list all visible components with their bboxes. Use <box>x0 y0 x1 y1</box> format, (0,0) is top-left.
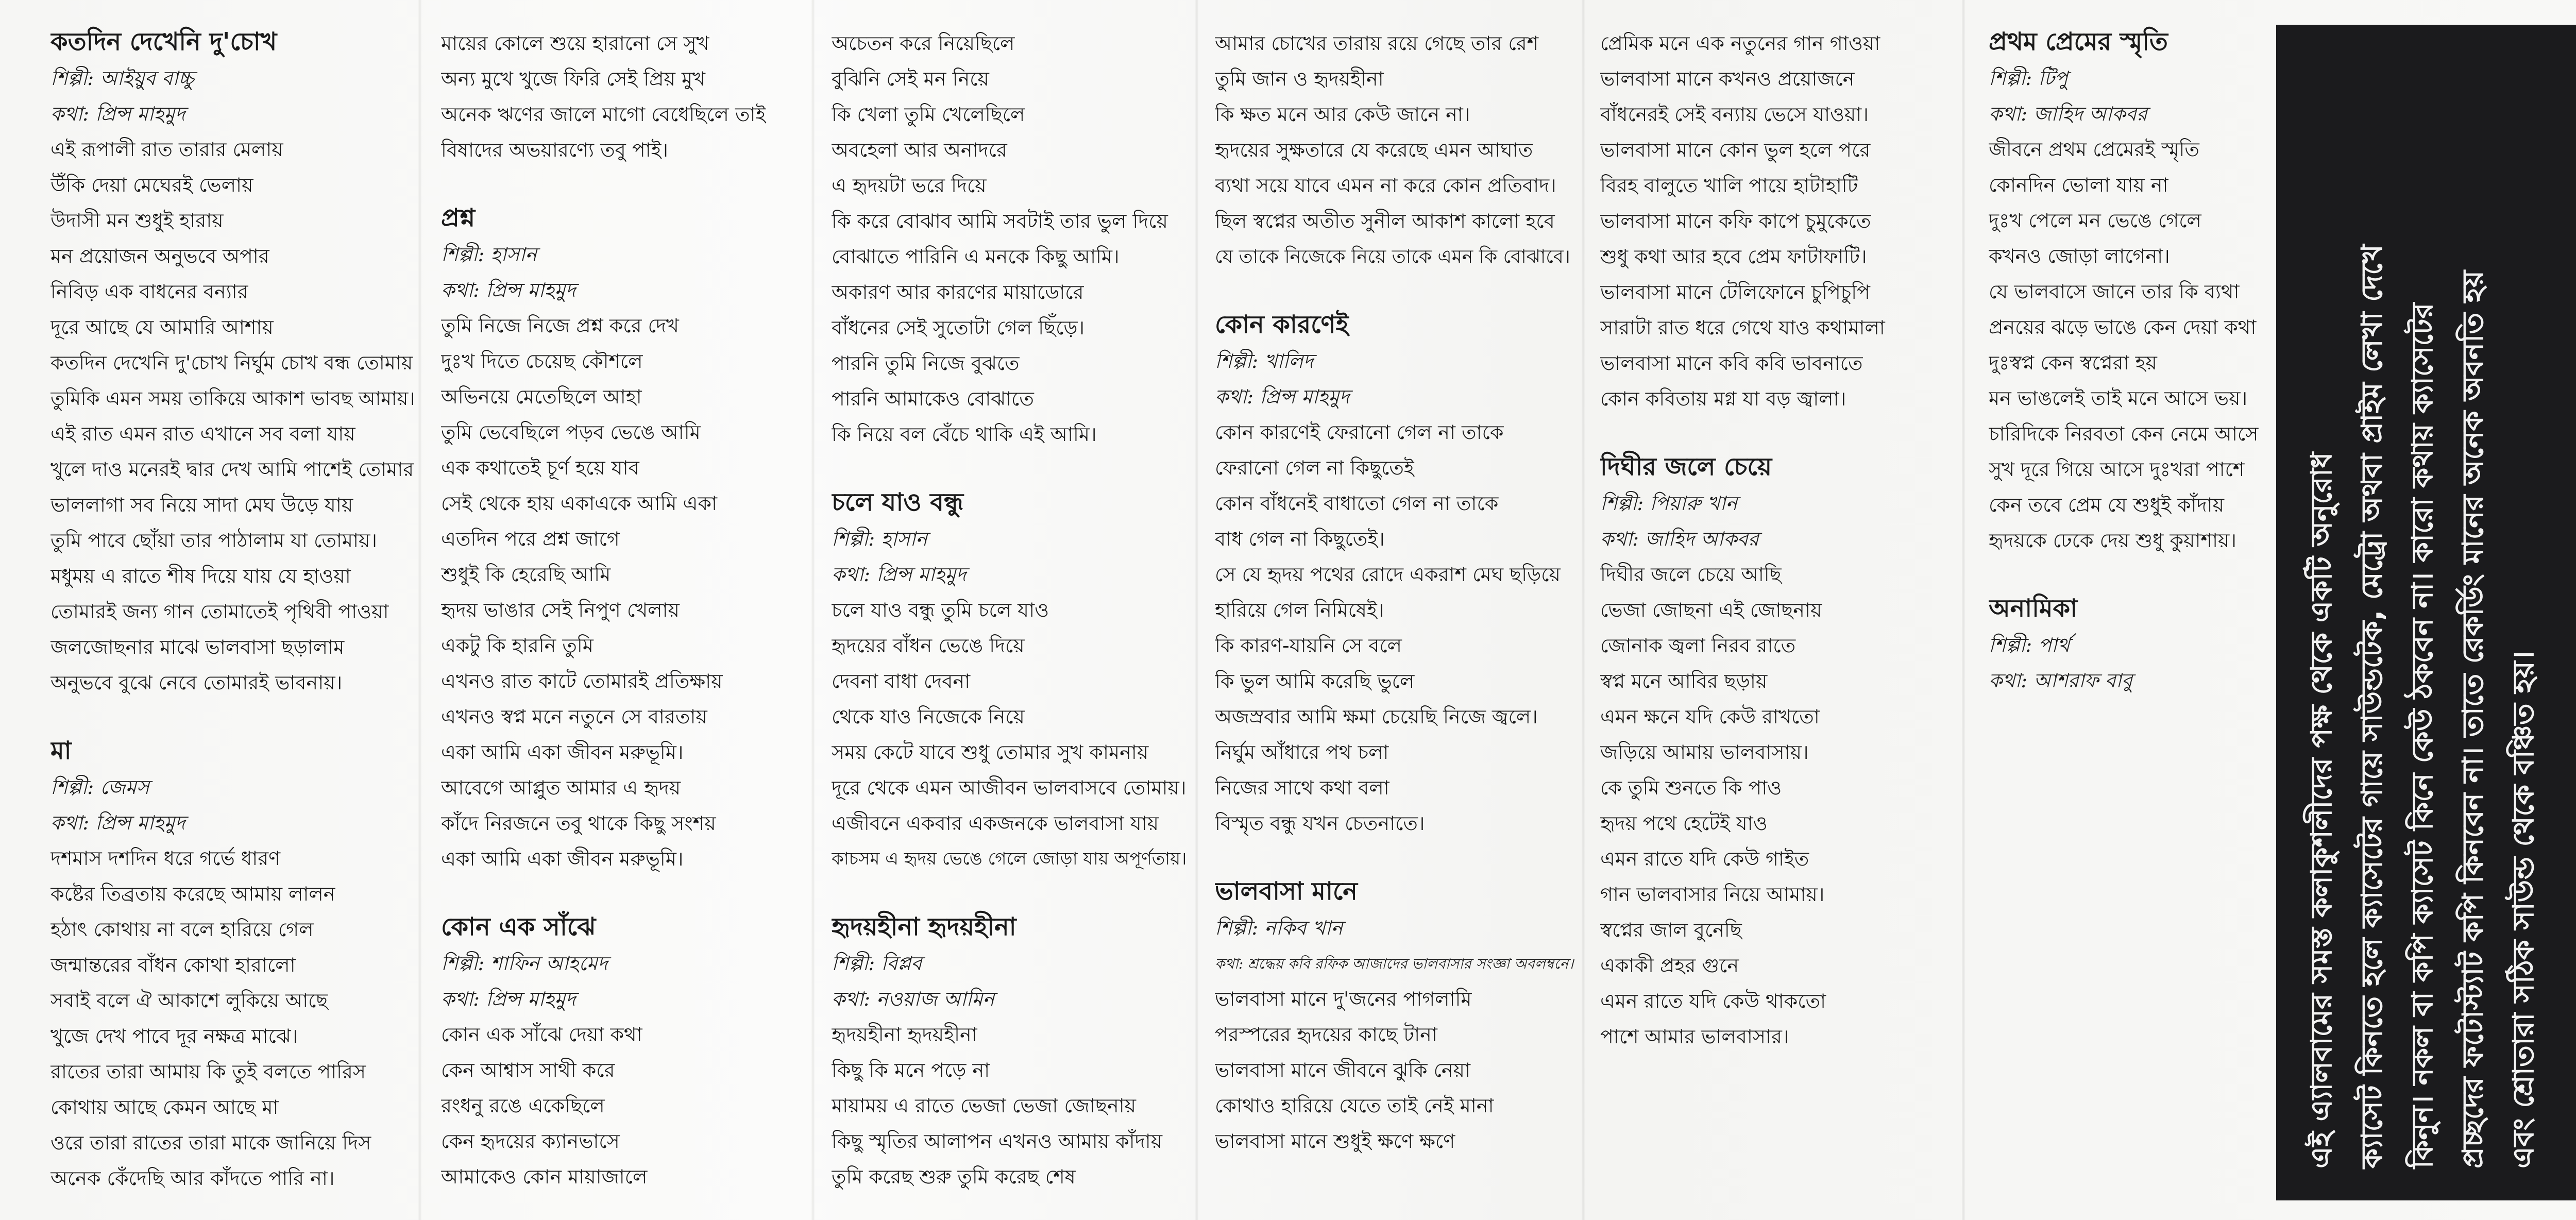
lyric-line: হৃদয় পথে হেটেই যাও <box>1600 812 1768 835</box>
lyric-line: ভাললাগা সব নিয়ে সাদা মেঘ উড়ে যায় <box>50 494 353 516</box>
lyric-line: মন প্রয়োজন অনুভবে অপার <box>50 245 269 267</box>
lyric-line: এমন ক্ষনে যদি কেউ রাখতো <box>1600 705 1820 728</box>
lyric-line: হৃদয়ের বাঁধন ভেঙে দিয়ে <box>832 634 1025 657</box>
notice-line: ক্যাসেট কিনতে হলে ক্যাসেটের গায়ে সাউন্ডটেক, মেট্রো অথবা প্রাইম লেখা দেখে <box>2355 244 2389 1168</box>
song-lyricist-credit: কথা: শ্রদ্ধেয় কবি রফিক আজাদের ভালবাসার সংজ্ঞা অবলম্বনে। <box>1215 955 1574 972</box>
lyric-line: ভালবাসা মানে টেলিফোনে চুপিচুপি <box>1600 281 1870 303</box>
notice-line: এবং শ্রোতারা সঠিক সাউন্ড থেকে বঞ্চিত হয়। <box>2507 651 2540 1168</box>
lyric-line: কোন এক সাঁঝে দেয়া কথা <box>441 1023 642 1046</box>
lyric-line: খুলে দাও মনেরই দ্বার দেখ আমি পাশেই তোমার <box>50 458 414 481</box>
lyric-line: একাকী প্রহর গুনে <box>1600 954 1739 977</box>
lyric-line: ভালবাসা মানে কবি কবি ভাবনাতে <box>1600 352 1863 375</box>
song-lyricist-credit: কথা: আশরাফ বাবু <box>1989 669 2132 692</box>
lyric-line: বোঝাতে পারিনি এ মনকে কিছু আমি। <box>832 245 1120 268</box>
anti-piracy-notice-panel <box>2276 25 2576 1200</box>
lyric-line: ব্যথা সয়ে যাবে এমন না করে কোন প্রতিবাদ। <box>1215 174 1556 197</box>
lyric-line: এই রাত এমন রাত এখানে সব বলা যায় <box>50 422 355 445</box>
lyric-line: কষ্টের তিব্রতায় করেছে আমায় লালন <box>50 883 335 905</box>
song-artist-credit: শিল্পী: পার্থ <box>1989 634 2070 656</box>
lyrics-column-5 <box>1600 26 1961 1211</box>
lyric-line: বিষাদের অভয়ারণ্যে তবু পাই। <box>441 139 668 161</box>
song-lyricist-credit: কথা: প্রিন্স মাহমুদ <box>50 103 185 125</box>
lyric-line: অকারণ আর কারণের মায়াডোরে <box>832 281 1084 303</box>
notice-line: প্রচ্ছদের ফটোস্ট্যাট কপি কিনবেন না। তাতে রেকর্ডিং মানের অনেক অবনতি হয় <box>2456 270 2490 1168</box>
lyric-line: কোন কারণেই ফেরানো গেল না তাকে <box>1215 421 1504 444</box>
fold-line <box>811 0 815 1220</box>
lyric-line: ভালবাসা মানে কখনও প্রয়োজনে <box>1600 67 1855 90</box>
fold-line <box>418 0 421 1220</box>
lyric-line: থেকে যাও নিজেকে নিয়ে <box>832 705 1025 728</box>
lyric-line: ছিল স্বপ্নের অতীত সুনীল আকাশ কালো হবে <box>1215 210 1555 232</box>
song-artist-credit: শিল্পী: হাসান <box>441 243 537 266</box>
song-continuation <box>1215 26 1578 275</box>
lyrics-column-2 <box>441 26 808 1211</box>
lyric-line: কেন তবে প্রেম যে শুধুই কাঁদায় <box>1989 494 2224 516</box>
song-continuation <box>1600 26 1961 417</box>
song-continuation <box>832 26 1195 452</box>
lyric-line: কেন হৃদয়ের ক্যানভাসে <box>441 1130 620 1153</box>
lyric-line: এতদিন পরে প্রশ্ন জাগে <box>441 528 620 550</box>
lyric-line: এখনও স্বপ্ন মনে নতুনে সে বারতায় <box>441 705 707 728</box>
lyric-line: এই রূপালী রাত তারার মেলায় <box>50 138 283 161</box>
lyric-line: তুমি করেছ শুরু তুমি করেছ শেষ <box>832 1165 1076 1188</box>
lyric-line: কোন বাঁধনেই বাধাতো গেল না তাকে <box>1215 492 1499 515</box>
lyric-line: একটু কি হারনি তুমি <box>441 634 594 657</box>
lyric-line: জলজোছনার মাঝে ভালবাসা ছড়ালাম <box>50 636 345 658</box>
lyric-line: হৃদয়হীনা হৃদয়হীনা <box>832 1023 977 1046</box>
song-block <box>50 26 416 701</box>
lyric-line: উদাসী মন শুধুই হারায় <box>50 209 224 232</box>
lyric-line: অনুভবে বুঝে নেবে তোমারই ভাবনায়। <box>50 671 343 694</box>
song-title: কতদিন দেখেনি দু'চোখ <box>50 27 277 56</box>
lyric-line: দিঘীর জলে চেয়ে আছি <box>1600 563 1782 586</box>
lyric-line: স্বপ্নের জাল বুনেছি <box>1600 919 1742 941</box>
lyric-line: অন্য মুখে খুজে ফিরি সেই প্রিয় মুখ <box>441 67 706 90</box>
song-lyricist-credit: কথা: প্রিন্স মাহমুদ <box>50 811 185 834</box>
song-block <box>832 911 1195 1195</box>
lyric-line: নিবিড় এক বাধনের বন্যার <box>50 280 248 303</box>
lyric-line: যে ভালবাসে জানে তার কি ব্যথা <box>1989 280 2240 303</box>
lyrics-column-1 <box>50 26 416 1211</box>
lyric-line: আমাকেও কোন মায়াজালে <box>441 1165 648 1188</box>
lyric-line: এমন রাতে যদি কেউ গাইত <box>1600 848 1809 870</box>
lyric-line: রাতের তারা আমায় কি তুই বলতে পারিস <box>50 1060 366 1083</box>
lyric-line: হারিয়ে গেল নিমিষেই। <box>1215 599 1384 621</box>
song-block <box>50 735 416 1196</box>
lyric-line: কাচসম এ হৃদয় ভেঙে গেলে জোড়া যায় অপূর্ণতায়। <box>832 849 1187 869</box>
lyric-line: দেবনা বাধা দেবনা <box>832 670 971 692</box>
song-title: ভালবাসা মানে <box>1215 877 1358 906</box>
song-lyricist-credit: কথা: প্রিন্স মাহমুদ <box>441 279 576 301</box>
song-block <box>1600 451 1961 1055</box>
lyric-line: দূরে আছে যে আমারি আশায় <box>50 316 274 338</box>
lyric-line: কোন কবিতায় মগ্ন যা বড় জ্বালা। <box>1600 387 1846 410</box>
lyric-line: তুমি পাবে ছোঁয়া তার পাঠালাম যা তোমায়। <box>50 529 378 552</box>
lyric-line: সেই থেকে হায় একাএকে আমি একা <box>441 492 718 515</box>
lyric-line: কেন আশ্বাস সাথী করে <box>441 1059 615 1081</box>
lyrics-column-6 <box>1989 26 2272 1211</box>
song-block <box>1989 26 2272 558</box>
lyric-line: স্বপ্ন মনে আবির ছড়ায় <box>1600 670 1768 692</box>
song-lyricist-credit: কথা: প্রিন্স মাহমুদ <box>832 563 967 586</box>
song-title: হৃদয়হীনা হৃদয়হীনা <box>832 912 1016 941</box>
lyric-line: ভালবাসা মানে কফি কাপে চুমুকেতে <box>1600 210 1871 232</box>
lyric-line: কিছু কি মনে পড়ে না <box>832 1059 990 1081</box>
song-lyricist-credit: কথা: নওয়াজ আমিন <box>832 988 995 1010</box>
lyric-line: বাধ গেল না কিছুতেই। <box>1215 528 1385 550</box>
song-title: প্রশ্ন <box>441 204 476 232</box>
lyric-line: বিস্মৃত বন্ধু যখন চেতনাতে। <box>1215 812 1425 835</box>
lyric-line: মায়াময় এ রাতে ভেজা ভেজা জোছনায় <box>832 1094 1137 1117</box>
lyric-line: প্রনয়ের ঝড়ে ভাঙে কেন দেয়া কথা <box>1989 316 2257 338</box>
lyric-line: কি খেলা তুমি খেলেছিলে <box>832 103 1025 126</box>
song-block <box>441 911 808 1195</box>
notice-line: কিনুন। নকল বা কপি ক্যাসেট কিনে কেউ ঠকবেন না। কারো কথায় ক্যাসেটের <box>2406 302 2439 1168</box>
lyric-line: অজস্রবার আমি ক্ষমা চেয়েছি নিজে জ্বলে। <box>1215 705 1538 728</box>
song-artist-credit: শিল্পী: শাফিন আহমেদ <box>441 952 608 975</box>
lyric-line: কোথায় আছে কেমন আছে মা <box>50 1096 279 1119</box>
lyric-line: যে তাকে নিজেকে নিয়ে তাকে এমন কি বোঝাবে। <box>1215 246 1570 267</box>
lyric-line: অবহেলা আর অনাদরে <box>832 139 1007 161</box>
lyric-line: অনেক কেঁদেছি আর কাঁদতে পারি না। <box>50 1167 335 1190</box>
lyric-line: জন্মান্তরের বাঁধন কোথা হারালো <box>50 954 296 976</box>
lyric-line: সে যে হৃদয় পথের রোদে একরাশ মেঘ ছড়িয়ে <box>1215 563 1561 586</box>
lyric-line: পারনি আমাকেও বোঝাতে <box>832 387 1034 410</box>
fold-line <box>1582 0 1585 1220</box>
lyric-line: সবাই বলে ঐ আকাশে লুকিয়ে আছে <box>50 989 328 1012</box>
notice-line: এই এ্যালবামের সমস্ত কলাকুশলীদের পক্ষ থেকে একটি অনুরোধ <box>2305 452 2338 1168</box>
lyric-line: মায়ের কোলে শুয়ে হারানো সে সুখ <box>441 32 709 55</box>
lyric-line: চারিদিকে নিরবতা কেন নেমে আসে <box>1989 422 2259 445</box>
lyric-line: অচেতন করে নিয়েছিলে <box>832 32 1015 55</box>
lyric-line: জোনাক জ্বলা নিরব রাতে <box>1600 634 1796 657</box>
lyric-line: এজীবনে একবার একজনকে ভালবাসা যায় <box>832 812 1159 835</box>
song-artist-credit: শিল্পী: নকিব খান <box>1215 917 1343 939</box>
lyric-line: তুমি জান ও হৃদয়হীনা <box>1215 67 1384 90</box>
lyric-line: শুধু কথা আর হবে প্রেম ফাটাফাটি। <box>1600 245 1867 268</box>
lyric-line: দুঃস্বপ্ন কেন স্বপ্নেরা হয় <box>1989 351 2157 374</box>
song-lyricist-credit: কথা: জাহিদ আকবর <box>1600 528 1759 550</box>
fold-line <box>1962 0 1965 1220</box>
lyric-line: পরস্পরের হৃদয়ের কাছে টানা <box>1215 1023 1437 1046</box>
song-lyricist-credit: কথা: প্রিন্স মাহমুদ <box>1215 385 1350 408</box>
lyric-line: একা আমি একা জীবন মরুভূমি। <box>441 741 684 764</box>
lyric-line: এখনও রাত কাটে তোমারই প্রতিক্ষায় <box>441 670 723 692</box>
lyric-line: কাঁদে নিরজনে তবু থাকে কিছু সংশয় <box>441 812 716 835</box>
lyric-line: হৃদয়কে ঢেকে দেয় শুধু কুয়াশায়। <box>1989 529 2236 552</box>
lyric-line: বাঁধনের সেই সুতোটা গেল ছিঁড়ে। <box>832 316 1085 339</box>
lyric-line: কোথাও হারিয়ে যেতে তাই নেই মানা <box>1215 1094 1494 1117</box>
fold-line <box>1195 0 1198 1220</box>
song-artist-credit: শিল্পী: টিপু <box>1989 67 2068 90</box>
song-artist-credit: শিল্পী: জেমস <box>50 776 149 799</box>
lyric-line: দূরে থেকে এমন আজীবন ভালবাসবে তোমায়। <box>832 776 1187 799</box>
lyric-line: ভালবাসা মানে জীবনে ঝুকি নেয়া <box>1215 1059 1471 1081</box>
lyric-line: বাঁধনেরই সেই বন্যায় ভেসে যাওয়া। <box>1600 103 1869 126</box>
song-title: চলে যাও বন্ধু <box>832 488 964 517</box>
lyric-line: একা আমি একা জীবন মরুভূমি। <box>441 848 684 870</box>
lyric-line: তুমি ভেবেছিলে পড়ব ভেঙে আমি <box>441 421 701 444</box>
lyric-line: এমন রাতে যদি কেউ থাকতো <box>1600 990 1826 1012</box>
lyric-line: পারনি তুমি নিজে বুঝতে <box>832 352 1020 375</box>
lyric-line: অনেক ঋণের জালে মাগো বেধেছিলে তাই <box>441 103 766 126</box>
song-artist-credit: শিল্পী: বিপ্লব <box>832 952 922 975</box>
lyrics-column-4 <box>1215 26 1578 1211</box>
song-continuation <box>441 26 808 168</box>
song-title: কোন কারণেই <box>1215 310 1349 339</box>
song-lyricist-credit: কথা: প্রিন্স মাহমুদ <box>441 988 576 1010</box>
song-title: প্রথম প্রেমের স্মৃতি <box>1989 27 2168 56</box>
lyric-line: শুধুই কি হেরেছি আমি <box>441 563 611 586</box>
lyric-line: অভিনয়ে মেতেছিলে আহা <box>441 385 642 408</box>
lyric-line: কি নিয়ে বল বেঁচে থাকি এই আমি। <box>832 423 1097 446</box>
lyric-line: আমার চোখের তারায় রয়ে গেছে তার রেশ <box>1215 32 1539 55</box>
song-title: মা <box>50 736 72 765</box>
anti-piracy-notice-text <box>2297 56 2549 1168</box>
lyric-line: রংধনু রঙে একেছিলে <box>441 1094 605 1117</box>
lyric-line: তুমি নিজে নিজে প্রশ্ন করে দেখ <box>441 314 679 337</box>
lyric-line: চলে যাও বন্ধু তুমি চলে যাও <box>832 599 1049 621</box>
lyric-line: জড়িয়ে আমায় ভালবাসায়। <box>1600 741 1809 764</box>
song-artist-credit: শিল্পী: পিয়ারু খান <box>1600 492 1738 515</box>
lyric-line: আবেগে আপ্লুত আমার এ হৃদয় <box>441 776 681 799</box>
lyric-line: সময় কেটে যাবে শুধু তোমার সুখ কামনায় <box>832 741 1149 764</box>
lyric-line: খুজে দেখ পাবে দূর নক্ষত্র মাঝে। <box>50 1025 298 1047</box>
lyric-line: কতদিন দেখেনি দু'চোখ নির্ঘুম চোখ বন্ধ তোমায় <box>50 351 413 374</box>
lyric-line: দুঃখ পেলে মন ভেঙে গেলে <box>1989 209 2201 232</box>
song-block <box>441 202 808 877</box>
lyric-line: মন ভাঙলেই তাই মনে আসে ভয়। <box>1989 387 2248 410</box>
lyric-line: গান ভালবাসার নিয়ে আমায়। <box>1600 883 1825 906</box>
lyric-line: কি ক্ষত মনে আর কেউ জানে না। <box>1215 103 1470 126</box>
lyric-line: কি ভুল আমি করেছি ভুলে <box>1215 670 1415 692</box>
lyric-line: দুঃখ দিতে চেয়েছ কৌশলে <box>441 350 643 372</box>
lyric-line: সারাটা রাত ধরে গেথে যাও কথামালা <box>1600 316 1885 339</box>
song-artist-credit: শিল্পী: হাসান <box>832 528 928 550</box>
song-block <box>1989 592 2272 699</box>
lyric-line: এক কথাতেই চূর্ণ হয়ে যাব <box>441 456 639 479</box>
lyric-line: ভালবাসা মানে শুধুই ক্ষণে ক্ষণে <box>1215 1130 1455 1153</box>
lyric-line: পাশে আমার ভালবাসার। <box>1600 1025 1789 1048</box>
lyric-line: সুখ দূরে গিয়ে আসে দুঃখরা পাশে <box>1989 458 2245 481</box>
lyric-line: হৃদয় ভাঙার সেই নিপুণ খেলায় <box>441 599 680 621</box>
lyric-line: কি করে বোঝাব আমি সবটাই তার ভুল দিয়ে <box>832 210 1168 232</box>
song-artist-credit: শিল্পী: আইয়ুব বাচ্চু <box>50 67 194 90</box>
lyric-line: হৃদয়ের সুক্ষতারে যে করেছে এমন আঘাত <box>1215 139 1533 161</box>
lyric-line: হঠাৎ কোথায় না বলে হারিয়ে গেল <box>50 918 314 941</box>
lyric-line: এ হৃদয়টা ভরে দিয়ে <box>832 174 987 197</box>
song-block <box>832 486 1195 877</box>
lyric-line: কি কারণ-যায়নি সে বলে <box>1215 634 1402 657</box>
song-title: দিঘীর জলে চেয়ে <box>1600 452 1772 481</box>
lyric-line: কখনও জোড়া লাগেনা। <box>1989 245 2170 267</box>
lyric-line: কোনদিন ভোলা যায় না <box>1989 174 2168 196</box>
lyric-line: কিছু স্মৃতির আলাপন এখনও আমায় কাঁদায় <box>832 1130 1163 1153</box>
lyric-line: নির্ঘুম আঁধারে পথ চলা <box>1215 741 1389 764</box>
lyric-line: তুমিকি এমন সময় তাকিয়ে আকাশ ভাবছ আমায়। <box>50 387 415 410</box>
song-block <box>1215 309 1578 841</box>
song-title: কোন এক সাঁঝে <box>441 912 596 941</box>
lyric-line: বুঝিনি সেই মন নিয়ে <box>832 67 989 90</box>
lyric-line: দশমাস দশদিন ধরে গর্ভে ধারণ <box>50 847 281 870</box>
lyric-line: ফেরানো গেল না কিছুতেই <box>1215 456 1414 479</box>
song-block <box>1215 875 1578 1159</box>
song-lyricist-credit: কথা: জাহিদ আকবর <box>1989 103 2147 125</box>
lyric-line: ভালবাসা মানে কোন ভুল হলে পরে <box>1600 139 1871 161</box>
lyric-line: বিরহ বালুতে খালি পায়ে হাটাহাটি <box>1600 174 1858 197</box>
lyric-line: প্রেমিক মনে এক নতুনের গান গাওয়া <box>1600 32 1880 55</box>
lyric-line: ভালবাসা মানে দু'জনের পাগলামি <box>1215 988 1472 1010</box>
lyric-line: কে তুমি শুনতে কি পাও <box>1600 776 1782 799</box>
lyric-line: মধুময় এ রাতে শীষ দিয়ে যায় যে হাওয়া <box>50 565 351 587</box>
lyric-line: ওরে তারা রাতের তারা মাকে জানিয়ে দিস <box>50 1131 371 1154</box>
song-title: অনামিকা <box>1989 594 2078 623</box>
lyrics-column-3 <box>832 26 1195 1211</box>
lyric-line: উঁকি দেয়া মেঘেরই ভেলায় <box>50 174 253 196</box>
lyric-line: তোমারই জন্য গান তোমাতেই পৃথিবী পাওয়া <box>50 600 389 623</box>
lyric-line: ভেজা জোছনা এই জোছনায় <box>1600 599 1822 621</box>
lyric-line: নিজের সাথে কথা বলা <box>1215 776 1389 799</box>
song-artist-credit: শিল্পী: খালিদ <box>1215 350 1314 372</box>
lyric-line: জীবনে প্রথম প্রেমেরই স্মৃতি <box>1989 138 2199 161</box>
